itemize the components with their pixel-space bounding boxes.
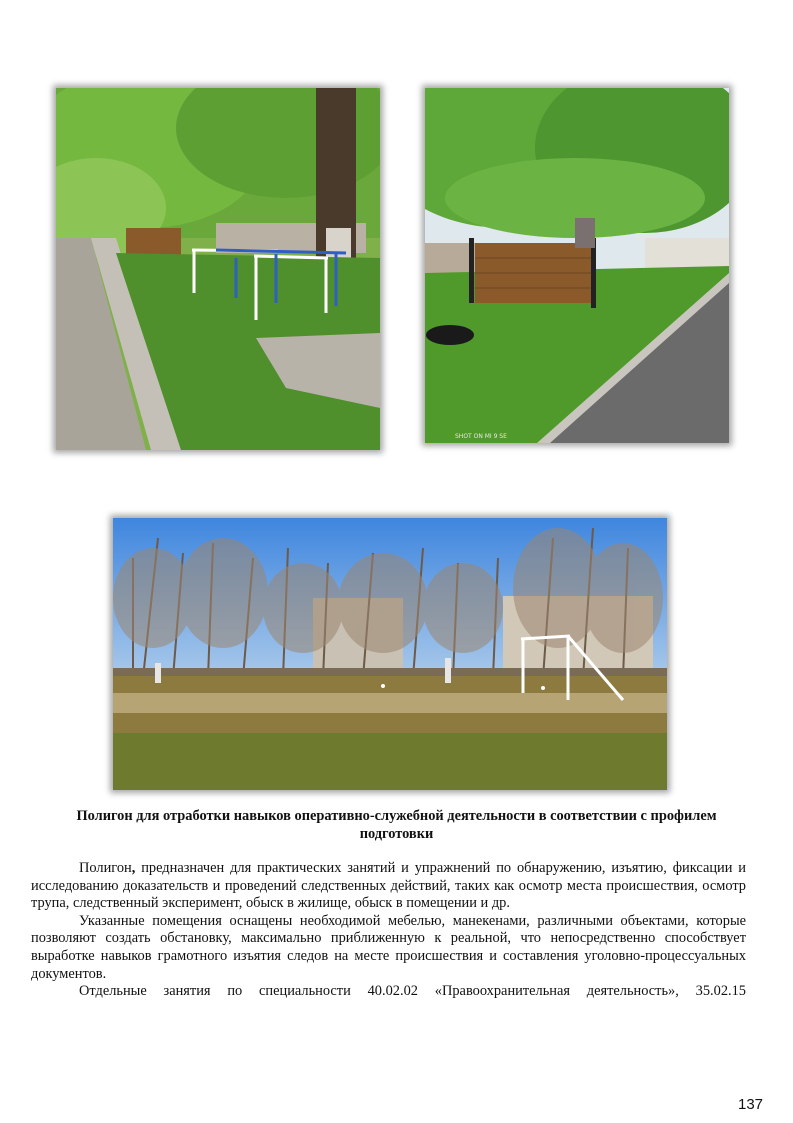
sports-field-image — [113, 518, 667, 790]
photo-caption — [40, 807, 753, 843]
paragraph-1-lead-punct: , — [131, 860, 136, 876]
paragraph-2: Указанные помещения оснащены необходимой мебелью, манекенами, различными объектами, которые позволяют создать обстановку, максимально приближенную к реальной, что непосредственно способствует выработке навыков грамотного изъятия следов на месте происшествия и составления уголовно-процессуальных документов. — [31, 912, 746, 982]
sports-field-photo — [113, 518, 667, 790]
paragraph-1-lead: Полигон — [79, 860, 132, 876]
page-number: 137 — [738, 1096, 764, 1113]
body-text — [31, 860, 746, 1001]
obstacle-course-photo-right — [425, 88, 729, 443]
paragraph-3: Отдельные занятия по специальности 40.02.02 «Правоохранительная деятельность», 35.02.15 — [79, 983, 746, 1000]
obstacle-course-image-left — [56, 88, 380, 450]
obstacle-course-photo-left — [56, 88, 380, 450]
paragraph-1-text: предназначен для практических занятий и упражнений по обнаружению, изъятию, фиксации и исследованию доказательств и проведений следственных действий, таких как осмотр места происшествия, осмотр трупа, следственный эксперимент, обыск в жилище, обыск в помещении и др. — [31, 860, 746, 912]
paragraph-1 — [31, 860, 746, 913]
camera-watermark: SHOT ON MI 9 SE — [455, 433, 507, 440]
caption-line-2: подготовки — [359, 826, 434, 842]
obstacle-course-image-right — [425, 88, 729, 443]
caption-line-1: Полигон для отработки навыков оперативно-служебной деятельности в соответствии с профилем — [76, 808, 717, 824]
